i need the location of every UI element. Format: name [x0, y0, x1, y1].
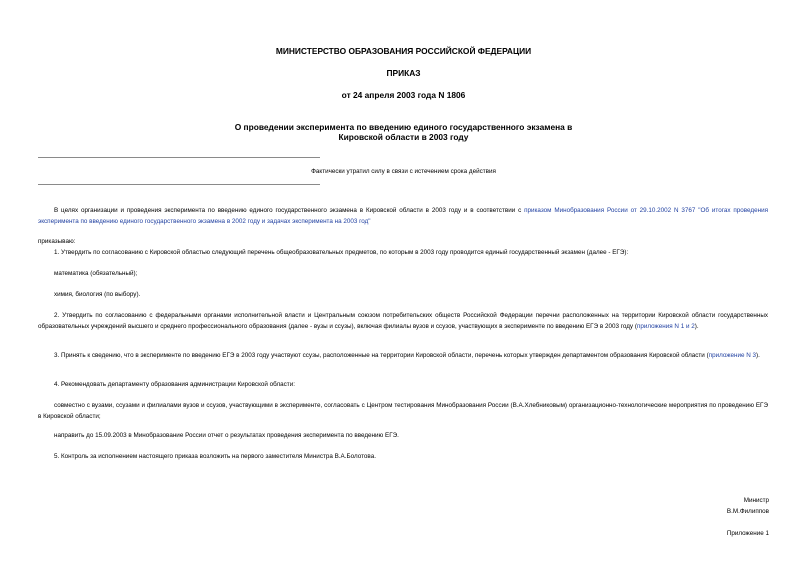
order-3767-link[interactable]: приказом Минобразования России от 29.10.2002 N 3767 "Об итогах проведения эксперимента по введению единого государственного экзамена в 2002 году и задачах эксперимента на 2003 год": [38, 207, 768, 225]
item-5: 5. Контроль за исполнением настоящего приказа возложить на первого заместителя Министра В.А.Болотова.: [54, 453, 376, 460]
divider-bottom: [38, 184, 320, 185]
signature-position: Министр: [743, 497, 769, 504]
document-type-heading: ПРИКАЗ: [386, 68, 421, 78]
appendix-1-2-link[interactable]: приложения N 1 и 2: [636, 322, 695, 330]
intro-paragraph: [38, 206, 768, 227]
title-line-2: Кировской области в 2003 году: [338, 132, 469, 142]
item-4: 4. Рекомендовать департаменту образования администрации Кировской области:: [54, 381, 295, 388]
order-word: приказываю:: [38, 238, 76, 245]
date-number-heading: от 24 апреля 2003 года N 1806: [341, 90, 466, 100]
item-4-coordinate: совместно с вузами, ссузами и филиалами вузов и ссузов, участвующими в эксперименте, согласовать с Центром тестирования Минобразования России (В.А.Хлебниковым) организационно-технологические мероприятия по проведению ЕГЭ в Кировской области;: [38, 402, 768, 420]
status-note: Фактически утратил силу в связи с истечением срока действия: [311, 168, 496, 175]
intro-text: В целях организации и проведения эксперимента по введению единого государственного экзамена в Кировской области в 2003 году и в соответствии с: [54, 207, 525, 214]
item-2-text: 2. Утвердить по согласованию с федеральными органами исполнительной власти и Центральным союзом потребительских обществ Российской Федерации перечни расположенных на территории Кировской области государственных образовательных учреждений высшего и среднего профессионального образования (далее - вузы и ссузы), включая филиалы вузов и ссузов, участвующих в эксперименте по введению ЕГЭ в 2003 году (: [38, 312, 768, 330]
item-2-end: ).: [694, 322, 699, 330]
item-1-chem-bio: химия, биология (по выбору).: [54, 291, 141, 298]
divider-top: [38, 157, 320, 158]
item-3: [38, 351, 768, 362]
item-2: [38, 311, 768, 332]
item-3-end: ).: [756, 352, 760, 359]
appendix-3-link[interactable]: приложение N 3: [708, 352, 757, 359]
item-4-report: направить до 15.09.2003 в Минобразование России отчет о результатах проведения эксперимента по введению ЕГЭ.: [54, 432, 399, 439]
ministry-heading: МИНИСТЕРСТВО ОБРАЗОВАНИЯ РОССИЙСКОЙ ФЕДЕРАЦИИ: [275, 46, 532, 56]
item-1-math: математика (обязательный);: [54, 270, 138, 277]
item-3-text: 3. Принять к сведению, что в эксперименте по введению ЕГЭ в 2003 году участвуют ссузы, расположенные на территории Кировской области, перечень которых утвержден департаментом образования Кировской области (: [54, 352, 709, 359]
appendix-label: Приложение 1: [726, 530, 769, 537]
item-1: 1. Утвердить по согласованию с Кировской областью следующий перечень общеобразовательных предметов, по которым в 2003 году проводится единый государственный экзамен (далее - ЕГЭ):: [54, 249, 629, 256]
signature-name: В.М.Филиппов: [726, 508, 769, 515]
title-line-1: О проведении эксперимента по введению единого государственного экзамена в: [234, 122, 573, 132]
